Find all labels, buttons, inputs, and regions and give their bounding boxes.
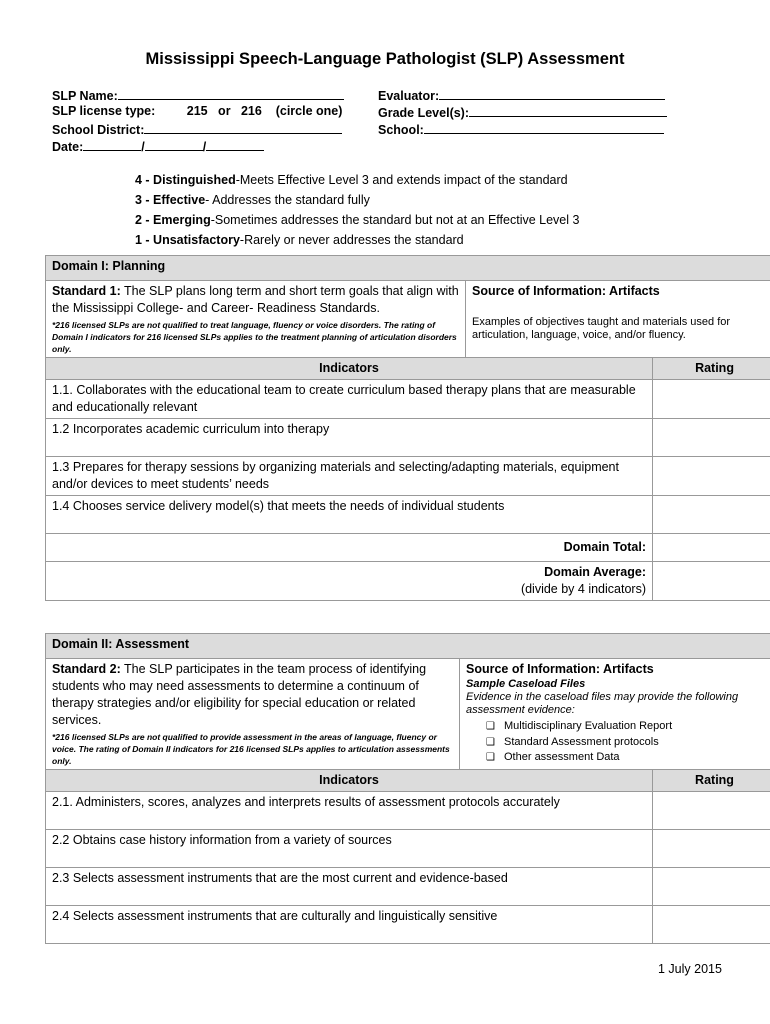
indicators-header: Indicators: [46, 770, 653, 792]
rating-cell[interactable]: [653, 496, 770, 534]
domain-average-label: [46, 562, 653, 601]
source-subtitle: Sample Caseload Files: [466, 678, 586, 690]
rating-cell[interactable]: [653, 419, 770, 457]
domain-total-cell[interactable]: [653, 534, 770, 562]
school-district-label: School District:: [52, 123, 145, 137]
source-title: Source of Information: Artifacts: [466, 662, 654, 676]
scale-desc: -Meets Effective Level 3 and extends impact of the standard: [235, 173, 568, 187]
standard-label: Standard 1:: [52, 284, 121, 298]
domain1-standard: [46, 281, 466, 358]
slp-name-line[interactable]: [118, 87, 344, 100]
domain2-standard: [46, 659, 460, 770]
evaluator-field[interactable]: [378, 87, 665, 103]
domain2-table: [45, 633, 770, 944]
domain-total-label: Domain Total:: [46, 534, 653, 562]
indicator-row: 2.4 Selects assessment instruments that are culturally and linguistically sensitive: [46, 906, 653, 944]
source-text: Examples of objectives taught and materials used for articulation, language, voice, and/or fluency.: [472, 316, 731, 341]
scale-term: 3 - Effective: [135, 193, 206, 207]
grade-level-line[interactable]: [469, 104, 667, 117]
school-field[interactable]: [378, 121, 664, 137]
grade-level-label: Grade Level(s):: [378, 106, 470, 120]
indicator-row: 1.3 Prepares for therapy sessions by organizing materials and selecting/adapting materials, equipment and/or devices to meet students’ needs: [46, 457, 653, 496]
date-separator: /: [202, 140, 207, 154]
scale-term: 1 - Unsatisfactory: [135, 233, 240, 247]
date-year-line[interactable]: [206, 138, 264, 151]
rating-cell[interactable]: [653, 792, 770, 830]
scale-item: [135, 173, 568, 187]
indicator-row: 2.3 Selects assessment instruments that are the most current and evidence-based: [46, 868, 653, 906]
domain1-source: [466, 281, 770, 358]
indicator-row: 2.2 Obtains case history information from a variety of sources: [46, 830, 653, 868]
source-text: Evidence in the caseload files may provide the following assessment evidence:: [466, 691, 739, 716]
standard-note: *216 licensed SLPs are not qualified to provide assessment in the areas of language, fluency or voice. The rating of Domain II indicators for 216 licensed SLPs applies to articulation assessments only.: [52, 732, 450, 766]
rating-header: Rating: [653, 358, 770, 380]
license-type-field: [52, 104, 342, 118]
domain2-source: [460, 659, 770, 770]
school-line[interactable]: [424, 121, 664, 134]
scale-term: 4 - Distinguished: [135, 173, 236, 187]
license-options[interactable]: 215 or 216 (circle one): [186, 104, 343, 118]
standard-label: Standard 2:: [52, 662, 121, 676]
scale-item: [135, 213, 579, 227]
checklist-item[interactable]: ❑ Multidisciplinary Evaluation Report: [486, 719, 770, 735]
average-label: Domain Average:: [544, 565, 646, 579]
standard-text: The SLP plans long term and short term goals that align with the Mississippi College- and Career- Readiness Standards.: [52, 284, 459, 315]
indicator-row: 2.1. Administers, scores, analyzes and interprets results of assessment protocols accurately: [46, 792, 653, 830]
scale-desc: - Addresses the standard fully: [205, 193, 370, 207]
scale-term: 2 - Emerging: [135, 213, 211, 227]
evaluator-line[interactable]: [439, 87, 665, 100]
indicator-row: 1.2 Incorporates academic curriculum into therapy: [46, 419, 653, 457]
rating-cell[interactable]: [653, 868, 770, 906]
rating-cell[interactable]: [653, 830, 770, 868]
domain2-title: Domain II: Assessment: [46, 634, 770, 659]
date-separator: /: [141, 140, 145, 154]
date-day-line[interactable]: [145, 138, 203, 151]
scale-desc: -Rarely or never addresses the standard: [239, 233, 464, 247]
school-district-field[interactable]: [52, 121, 342, 137]
domain1-table: [45, 255, 770, 601]
date-field[interactable]: [52, 138, 264, 154]
evidence-checklist: [466, 719, 770, 766]
standard-text: The SLP participates in the team process of identifying students who may need assessments to determine a continuum of therapy strategies and/or eligibility for special education or related services.: [52, 662, 427, 727]
rating-header: Rating: [653, 770, 770, 792]
slp-name-field[interactable]: [52, 87, 344, 103]
slp-name-label: SLP Name:: [52, 89, 118, 103]
source-title: Source of Information: Artifacts: [472, 284, 660, 298]
scale-desc: -Sometimes addresses the standard but not at an Effective Level 3: [210, 213, 580, 227]
license-label: SLP license type:: [52, 104, 156, 118]
school-label: School:: [378, 123, 424, 137]
scale-item: [135, 193, 370, 207]
checklist-item[interactable]: ❑ Other assessment Data: [486, 750, 770, 766]
date-month-line[interactable]: [83, 138, 141, 151]
page-title: Mississippi Speech-Language Pathologist (SLP) Assessment: [145, 50, 625, 68]
indicators-header: Indicators: [46, 358, 653, 380]
indicator-row: 1.1. Collaborates with the educational team to create curriculum based therapy plans that are measurable and educationally relevant: [46, 380, 653, 419]
rating-cell[interactable]: [653, 380, 770, 419]
evaluator-label: Evaluator:: [378, 89, 440, 103]
rating-cell[interactable]: [653, 457, 770, 496]
domain1-title: Domain I: Planning: [46, 256, 770, 281]
standard-note: *216 licensed SLPs are not qualified to treat language, fluency or voice disorders. The rating of Domain I indicators for 216 licensed SLPs applies to the treatment planning of articulation disorders only.: [52, 320, 457, 354]
average-note: (divide by 4 indicators): [520, 582, 646, 596]
checklist-item[interactable]: ❑ Standard Assessment protocols: [486, 735, 770, 751]
indicator-row: 1.4 Chooses service delivery model(s) that meets the needs of individual students: [46, 496, 653, 534]
school-district-line[interactable]: [144, 121, 342, 134]
grade-level-field[interactable]: [378, 104, 667, 120]
rating-cell[interactable]: [653, 906, 770, 944]
domain-average-cell[interactable]: [653, 562, 770, 601]
page-footer: 1 July 2015: [658, 962, 722, 976]
scale-item: [135, 233, 464, 247]
date-label: Date:: [52, 140, 84, 154]
